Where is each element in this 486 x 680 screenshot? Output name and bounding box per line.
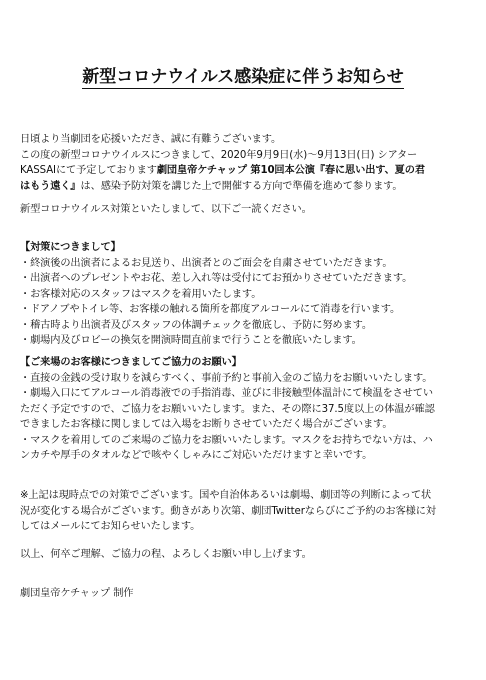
notice-line: してはメールにてお知らせいたします。 (20, 521, 201, 532)
closing-paragraph (20, 547, 472, 563)
measures-item: ・お客様対応のスタッフはマスクを着用いたします。 (20, 288, 262, 300)
requests-line: ・直接の金銭の受け取りを減らすべく、事前予約と事前入金のご協力をお願いいたします。 (20, 372, 433, 384)
intro-paragraph (20, 132, 472, 194)
requests-line: ・劇場入口にてアルコール消毒液での手指消毒、並びに非接触型体温計にて検温をさせてい (20, 388, 433, 399)
requests-heading: 【ご来場のお客様につきましてご協力のお願い】 (20, 357, 242, 368)
notice-line: 況が変化する場合がございます。動きがあり次第、劇団Twitterならびにご予約のお客様に対 (20, 505, 436, 517)
lead-paragraph (20, 202, 472, 218)
performance-title: 劇団皇帝ケチャップ 第10回本公演『春に思い出す、夏の君 (156, 165, 425, 176)
measures-section (20, 240, 472, 349)
notice-section (20, 488, 472, 535)
requests-line: ンカチや厚手のタオルなどで咳やくしゃみにご対応いただけますと幸いです。 (20, 450, 373, 461)
requests-line: できましたお客様に関しましては入場をお断りさせていただく場合がございます。 (20, 419, 393, 430)
venue-text: KASSAIにて予定しております (20, 165, 157, 176)
measures-item: ・稽古時より出演者及びスタッフの体調チェックを徹底し、予防に努めます。 (20, 319, 372, 331)
requests-section (20, 355, 472, 464)
measures-item: ・ドアノブやトイレ等、お客様の触れる箇所を都度アルコールにて消毒を行います。 (20, 304, 401, 315)
requests-line: ・マスクを着用してのご来場のご協力をお願いいたします。マスクをお持ちでない方は、ハ (20, 434, 433, 446)
measures-item: ・終演後の出演者によるお見送り、出演者とのご面会を自粛させていただきます。 (20, 257, 393, 269)
notice-line: ※上記は現時点での対策でございます。国や自治体あるいは劇場、劇団等の判断によって状 (20, 490, 432, 501)
page-title-text: 新型コロナウイルス感染症に伴うお知らせ (82, 67, 404, 87)
measures-item: ・劇場内及びロビーの換気を開演時間直前まで行うことを徹底いたします。 (20, 335, 362, 346)
intro-line (20, 163, 472, 179)
signature-text: 劇団皇帝ケチャップ 制作 (20, 588, 134, 599)
intro-line: 日頃より当劇団を応援いただき、誠に有難うございます。 (20, 134, 282, 145)
measures-item: ・出演者へのプレゼントやお花、差し入れ等は受付にてお預かりさせていただきます。 (20, 273, 413, 284)
lead-text: 新型コロナウイルス対策といたしまして、以下ご一読ください。 (20, 204, 312, 215)
closing-text: 以上、何卒ご理解、ご協力の程、よろしくお願い申し上げます。 (20, 549, 312, 560)
intro-line-rest: は、感染予防対策を講じた上で開催する方向で準備を進めて参ります。 (80, 180, 403, 192)
performance-title-end: はもう遠く』 (20, 180, 81, 192)
requests-line: ただく予定ですので、ご協力をお願いいたします。また、その際に37.5度以上の体温が確認 (20, 403, 435, 415)
intro-line: この度の新型コロナウイルスにつきまして、2020年9月9日(水)～9月13日(日) シアター (20, 149, 418, 161)
signature-block (20, 586, 472, 602)
measures-heading: 【対策につきまして】 (20, 242, 121, 253)
intro-line (20, 179, 472, 195)
page-title (0, 66, 486, 88)
